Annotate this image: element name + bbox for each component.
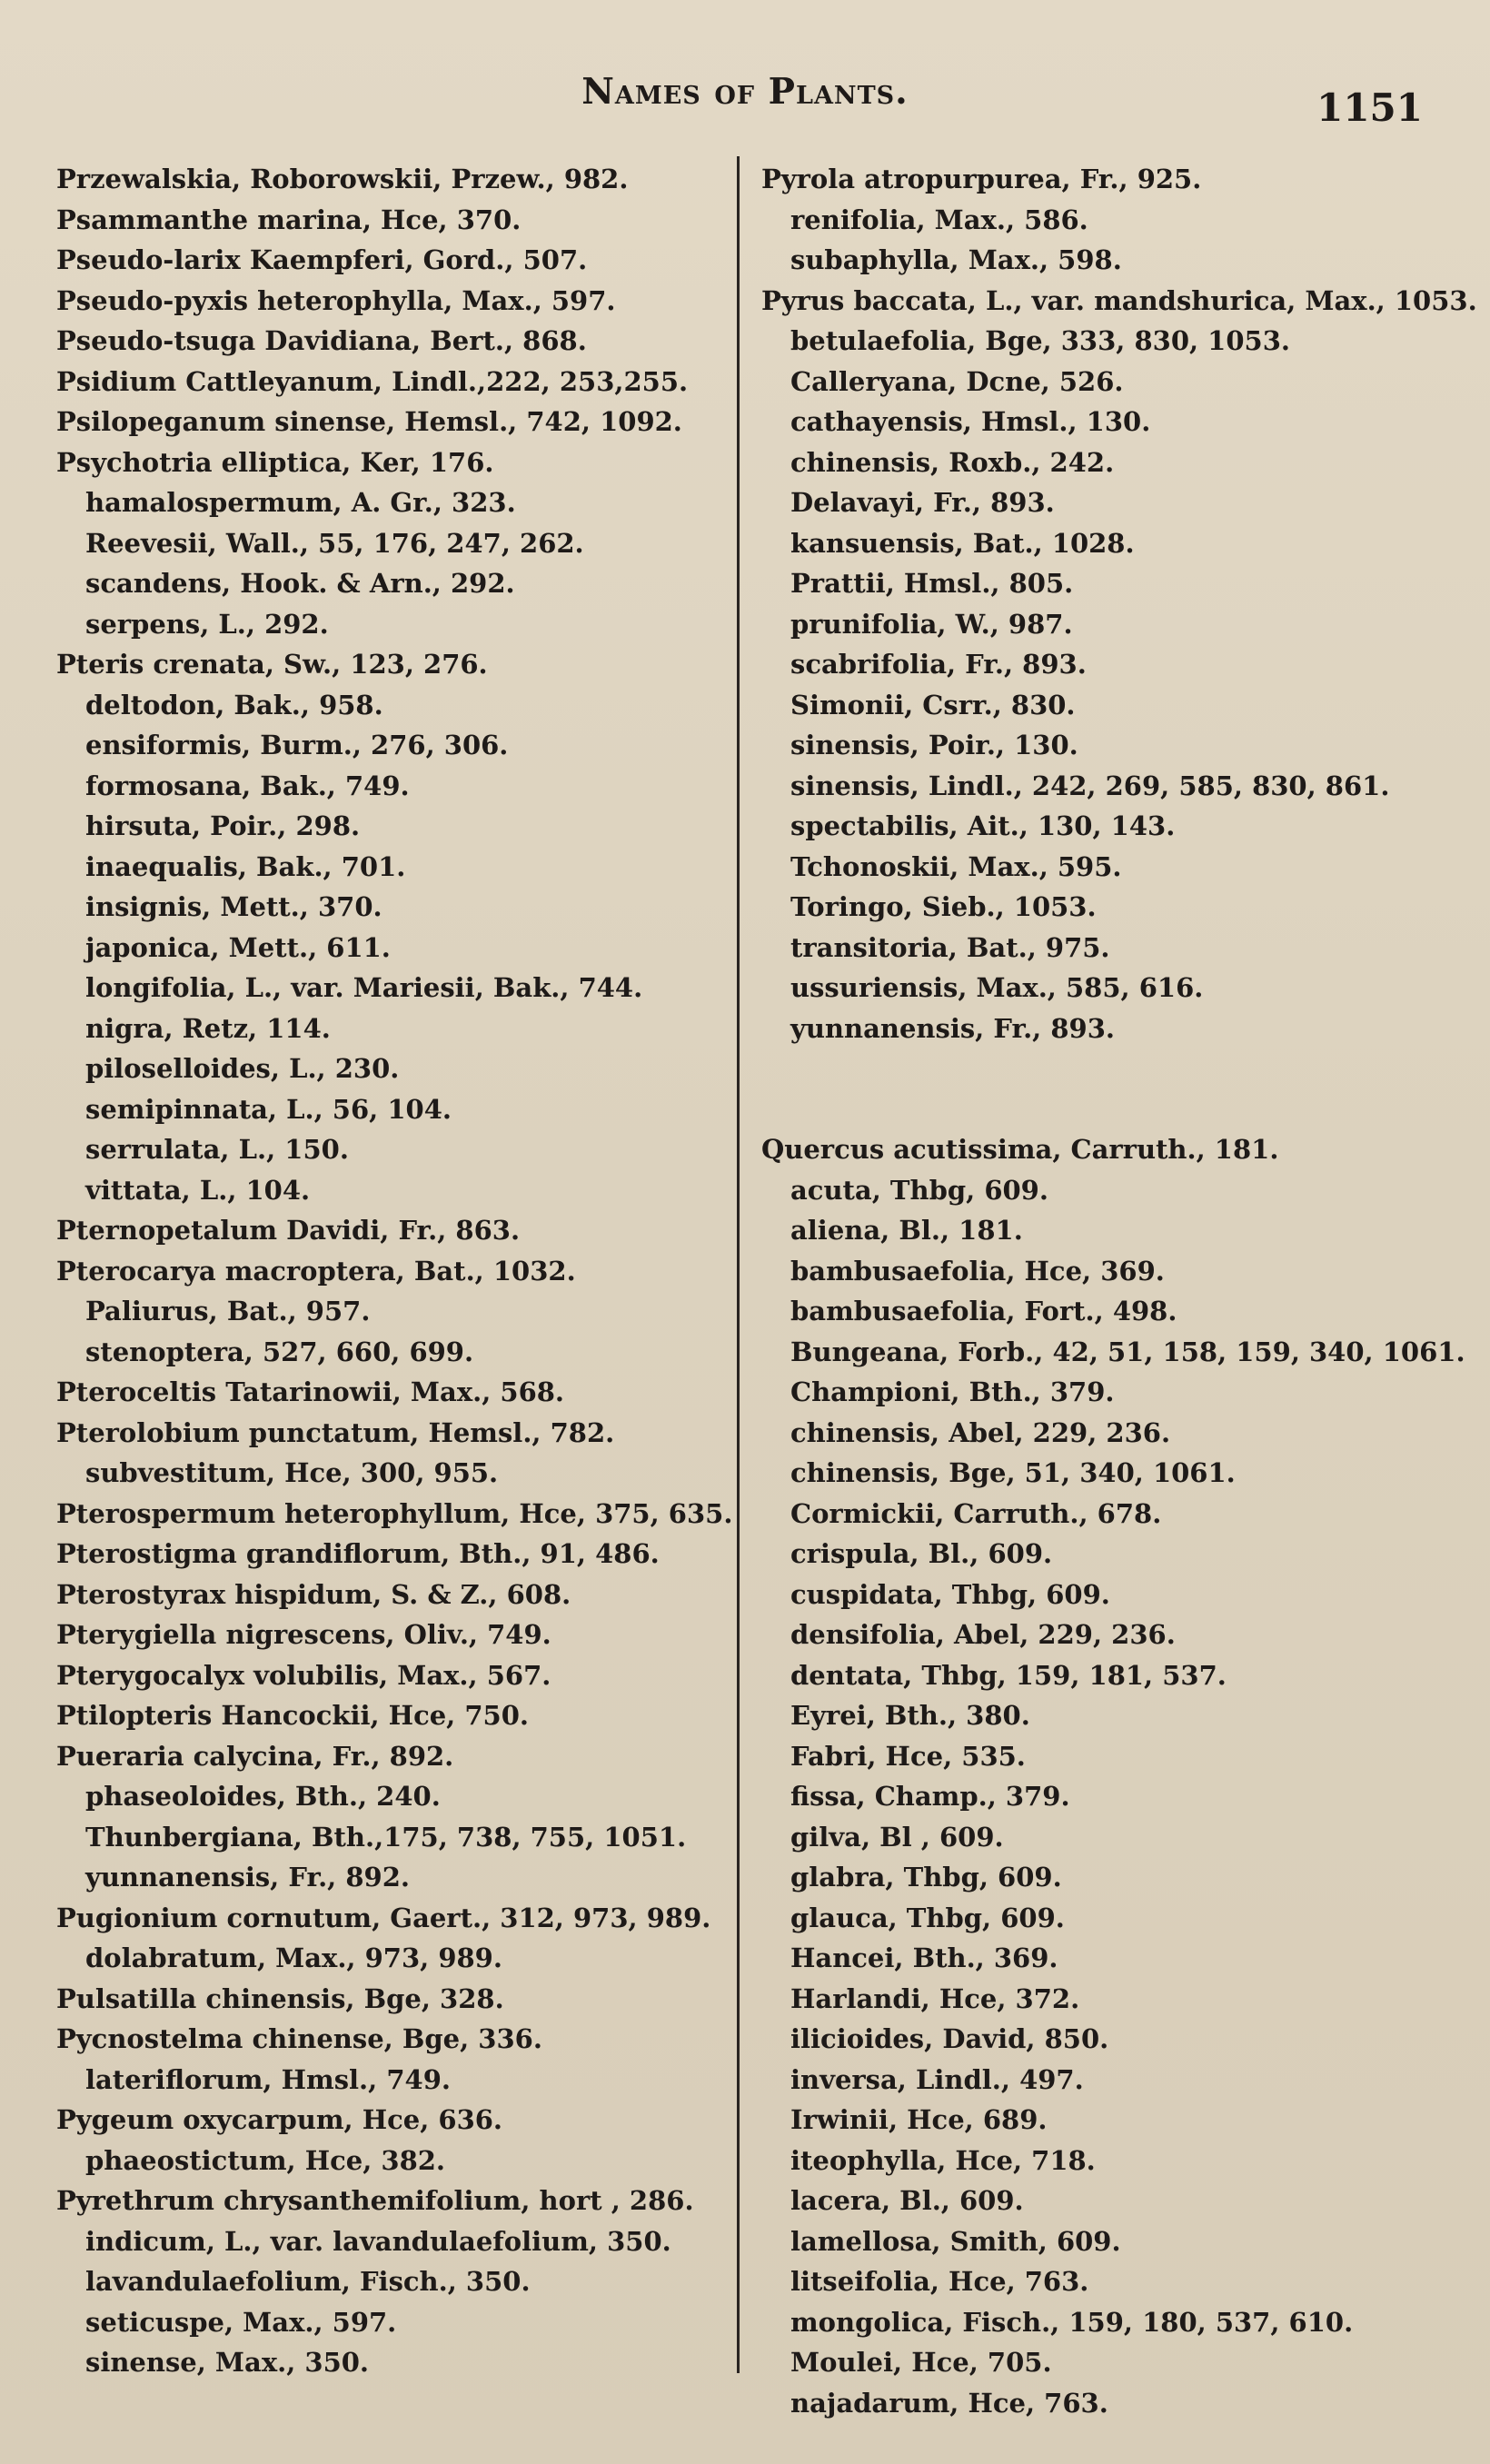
index-subentry: lamellosa, Smith, 609.: [790, 2225, 1121, 2257]
index-subentry: Eyrei, Bth., 380.: [790, 1700, 1030, 1731]
index-entry: Pseudo-larix Kaempferi, Gord., 507.: [56, 244, 588, 275]
index-subentry: seticuspe, Max., 597.: [85, 2306, 397, 2338]
index-entry: Pseudo-tsuga Davidiana, Bert., 868.: [56, 325, 587, 356]
index-subentry: Thunbergiana, Bth.,175, 738, 755, 1051.: [85, 1821, 687, 1853]
index-subentry: bambusaefolia, Fort., 498.: [790, 1296, 1177, 1326]
index-subentry: aliena, Bl., 181.: [790, 1215, 1023, 1246]
index-subentry: stenoptera, 527, 660, 699.: [85, 1336, 474, 1367]
index-subentry: cathayensis, Hmsl., 130.: [790, 406, 1151, 437]
index-subentry: hamalospermum, A. Gr., 323.: [85, 487, 516, 518]
column-divider: [737, 156, 740, 2373]
index-subentry: Calleryana, Dcne, 526.: [790, 365, 1124, 397]
index-entry: Psilopeganum sinense, Hemsl., 742, 1092.: [56, 406, 682, 437]
index-subentry: Prattii, Hmsl., 805.: [790, 568, 1074, 599]
index-subentry: cuspidata, Thbg, 609.: [790, 1578, 1110, 1610]
index-subentry: Tchonoskii, Max., 595.: [790, 850, 1122, 882]
index-subentry: inaequalis, Bak., 701.: [85, 850, 406, 882]
index-entry: Pyrethrum chrysanthemifolium, hort , 286.: [56, 2185, 694, 2216]
index-entry: Psidium Cattleyanum, Lindl.,222, 253,255.: [56, 365, 689, 397]
index-subentry: transitoria, Bat., 975.: [790, 931, 1110, 963]
index-subentry: glabra, Thbg, 609.: [790, 1862, 1062, 1893]
index-subentry: deltodon, Bak., 958.: [85, 689, 383, 720]
index-subentry: japonica, Mett., 611.: [85, 931, 391, 963]
index-subentry: phaseoloides, Bth., 240.: [85, 1781, 441, 1812]
page-number: 1151: [1316, 85, 1423, 130]
index-subentry: lateriflorum, Hmsl., 749.: [85, 2063, 451, 2095]
index-subentry: hirsuta, Poir., 298.: [85, 810, 361, 841]
index-entry: Pternopetalum Davidi, Fr., 863.: [56, 1215, 521, 1246]
index-subentry: subvestitum, Hce, 300, 955.: [85, 1457, 499, 1488]
page-title: Names of Plants.: [581, 71, 909, 113]
index-subentry: iteophylla, Hce, 718.: [790, 2144, 1096, 2176]
index-subentry: chinensis, Roxb., 242.: [790, 446, 1115, 478]
index-subentry: serpens, L., 292.: [85, 608, 329, 640]
index-subentry: chinensis, Abel, 229, 236.: [790, 1416, 1171, 1448]
index-entry: Pyrus baccata, L., var. mandshurica, Max., 1053.: [761, 284, 1477, 316]
index-subentry: Hancei, Bth., 369.: [790, 1942, 1058, 1973]
index-subentry: prunifolia, W., 987.: [790, 608, 1073, 640]
left-column: [56, 159, 733, 2383]
index-subentry: litseifolia, Hce, 763.: [790, 2266, 1089, 2297]
index-subentry: longifolia, L., var. Mariesii, Bak., 744.: [85, 972, 643, 1003]
index-subentry: sinense, Max., 350.: [85, 2347, 370, 2378]
index-subentry: renifolia, Max., 586.: [790, 204, 1088, 235]
index-subentry: formosana, Bak., 749.: [85, 770, 410, 801]
index-subentry: Irwinii, Hce, 689.: [790, 2104, 1048, 2135]
index-subentry: Fabri, Hce, 535.: [790, 1740, 1026, 1772]
index-entry: Pteroceltis Tatarinowii, Max., 568.: [56, 1376, 565, 1407]
index-subentry: scabrifolia, Fr., 893.: [790, 649, 1087, 680]
index-subentry: vittata, L., 104.: [85, 1174, 311, 1206]
index-entry: Quercus acutissima, Carruth., 181.: [761, 1134, 1279, 1165]
index-subentry: kansuensis, Bat., 1028.: [790, 527, 1135, 559]
index-entry: Ptilopteris Hancockii, Hce, 750.: [56, 1700, 530, 1731]
index-subentry: phaeostictum, Hce, 382.: [85, 2144, 446, 2176]
index-subentry: chinensis, Bge, 51, 340, 1061.: [790, 1457, 1236, 1488]
index-entry: Pterospermum heterophyllum, Hce, 375, 635.: [56, 1497, 733, 1529]
index-subentry: Reevesii, Wall., 55, 176, 247, 262.: [85, 527, 584, 559]
index-subentry: ensiformis, Burm., 276, 306.: [85, 730, 509, 760]
index-entry: Psychotria elliptica, Ker, 176.: [56, 446, 494, 478]
index-subentry: yunnanensis, Fr., 893.: [790, 1012, 1115, 1044]
index-subentry: Moulei, Hce, 705.: [790, 2347, 1052, 2378]
index-entry: Pyrola atropurpurea, Fr., 925.: [761, 164, 1202, 194]
index-entry: Pseudo-pyxis heterophylla, Max., 597.: [56, 284, 616, 316]
index-entry: Pterostyrax hispidum, S. & Z., 608.: [56, 1578, 571, 1610]
index-subentry: crispula, Bl., 609.: [790, 1538, 1053, 1569]
index-subentry: lavandulaefolium, Fisch., 350.: [85, 2266, 531, 2297]
index-subentry: Cormickii, Carruth., 678.: [790, 1497, 1162, 1529]
index-subentry: Bungeana, Forb., 42, 51, 158, 159, 340, 1061.: [790, 1336, 1465, 1367]
index-subentry: piloselloides, L., 230.: [85, 1053, 400, 1084]
index-subentry: ilicioides, David, 850.: [790, 2023, 1109, 2054]
index-entry: Pteris crenata, Sw., 123, 276.: [56, 649, 488, 680]
index-subentry: sinensis, Poir., 130.: [790, 730, 1078, 760]
index-entry: Pycnostelma chinense, Bge, 336.: [56, 2023, 542, 2054]
index-subentry: nigra, Retz, 114.: [85, 1012, 331, 1044]
index-subentry: betulaefolia, Bge, 333, 830, 1053.: [790, 325, 1290, 356]
index-entry: Psammanthe marina, Hce, 370.: [56, 204, 522, 235]
index-subentry: yunnanensis, Fr., 892.: [85, 1862, 410, 1893]
index-entry: Pygeum oxycarpum, Hce, 636.: [56, 2104, 503, 2135]
index-entry: Pugionium cornutum, Gaert., 312, 973, 989.: [56, 1902, 711, 1933]
index-entry: Pterygiella nigrescens, Oliv., 749.: [56, 1619, 551, 1650]
index-subentry: Paliurus, Bat., 957.: [85, 1296, 371, 1326]
index-subentry: bambusaefolia, Hce, 369.: [790, 1255, 1165, 1287]
section-gap: [761, 1048, 1434, 1129]
index-subentry: indicum, L., var. lavandulaefolium, 350.: [85, 2225, 671, 2257]
index-subentry: Delavayi, Fr., 893.: [790, 487, 1055, 518]
index-entry: Pterocarya macroptera, Bat., 1032.: [56, 1255, 576, 1287]
index-entry: Pueraria calycina, Fr., 892.: [56, 1740, 454, 1772]
index-subentry: densifolia, Abel, 229, 236.: [790, 1619, 1176, 1650]
index-subentry: gilva, Bl , 609.: [790, 1821, 1004, 1853]
index-entry: Pterostigma grandiflorum, Bth., 91, 486.: [56, 1538, 660, 1569]
index-subentry: mongolica, Fisch., 159, 180, 537, 610.: [790, 2306, 1354, 2338]
index-subentry: subaphylla, Max., 598.: [790, 244, 1122, 275]
index-subentry: serrulata, L., 150.: [85, 1134, 349, 1165]
index-entry: Pterygocalyx volubilis, Max., 567.: [56, 1659, 551, 1691]
index-entry: Przewalskia, Roborowskii, Przew., 982.: [56, 164, 629, 194]
index-subentry: Simonii, Csrr., 830.: [790, 689, 1076, 720]
index-subentry: fissa, Champ., 379.: [790, 1781, 1070, 1812]
index-subentry: sinensis, Lindl., 242, 269, 585, 830, 861.: [790, 770, 1390, 801]
index-subentry: najadarum, Hce, 763.: [790, 2387, 1108, 2419]
index-subentry: Toringo, Sieb., 1053.: [790, 891, 1097, 922]
index-subentry: dolabratum, Max., 973, 989.: [85, 1942, 502, 1973]
index-subentry: lacera, Bl., 609.: [790, 2185, 1024, 2216]
index-subentry: Championi, Bth., 379.: [790, 1376, 1115, 1407]
index-subentry: glauca, Thbg, 609.: [790, 1902, 1065, 1933]
index-subentry: semipinnata, L., 56, 104.: [85, 1093, 452, 1125]
index-subentry: inversa, Lindl., 497.: [790, 2063, 1084, 2095]
index-subentry: scandens, Hook. & Arn., 292.: [85, 568, 515, 599]
index-subentry: dentata, Thbg, 159, 181, 537.: [790, 1659, 1227, 1691]
index-subentry: acuta, Thbg, 609.: [790, 1174, 1048, 1206]
index-subentry: insignis, Mett., 370.: [85, 891, 382, 922]
index-subentry: ussuriensis, Max., 585, 616.: [790, 972, 1204, 1003]
index-entry: Pulsatilla chinensis, Bge, 328.: [56, 1982, 504, 2014]
right-column: [761, 159, 1477, 2423]
index-entry: Pterolobium punctatum, Hemsl., 782.: [56, 1416, 615, 1448]
index-subentry: Harlandi, Hce, 372.: [790, 1982, 1080, 2014]
index-subentry: spectabilis, Ait., 130, 143.: [790, 810, 1176, 841]
